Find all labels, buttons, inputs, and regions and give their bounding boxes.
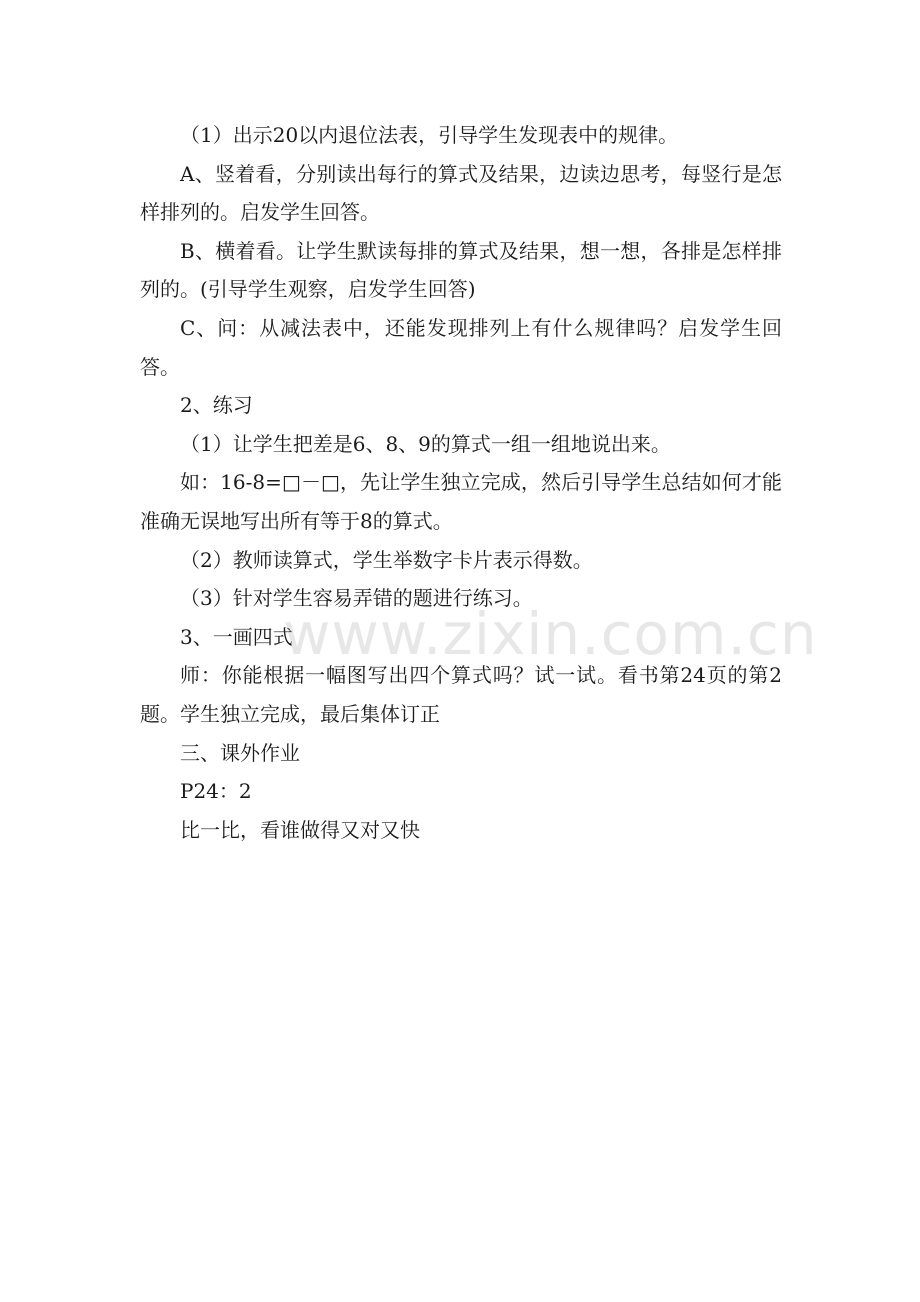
paragraph-9: （3）针对学生容易弄错的题进行练习。: [180, 586, 533, 611]
section-heading-one-picture-four-formulas: 3、一画四式: [180, 624, 293, 649]
paragraph-11: 师：你能根据一幅图写出四个算式吗？试一试。看书第24页的第2题。学生独立完成，最后集体订正: [140, 663, 782, 726]
watermark: www.zixin.com.cn: [283, 600, 818, 668]
paragraph-1: （1）出示20以内退位法表，引导学生发现表中的规律。: [180, 123, 679, 147]
document-body: [140, 116, 782, 849]
paragraph-2: A、竖着看，分别读出每行的算式及结果，边读边思考，每竖行是怎样排列的。启发学生回答。: [140, 161, 782, 225]
paragraph-6: （1）让学生把差是6、8、9的算式一组一组地说出来。: [180, 431, 671, 456]
paragraph-14: 比一比，看谁做得又对又快: [180, 817, 420, 842]
paragraph-4: C、问：从减法表中，还能发现排列上有什么规律吗？启发学生回答。: [140, 315, 782, 379]
paragraph-13: P24：2: [180, 779, 252, 804]
paragraph-8: （2）教师读算式，学生举数字卡片表示得数。: [180, 547, 593, 572]
section-heading-homework: 三、课外作业: [180, 740, 300, 765]
paragraph-7: 如：16-8=□－□，先让学生独立完成，然后引导学生总结如何才能准确无误地写出所有等于8的算式。: [140, 470, 782, 533]
section-heading-practice: 2、练习: [180, 393, 253, 418]
paragraph-3: B、横着看。让学生默读每排的算式及结果，想一想，各排是怎样排列的。(引导学生观察，启发学生回答): [140, 238, 782, 302]
